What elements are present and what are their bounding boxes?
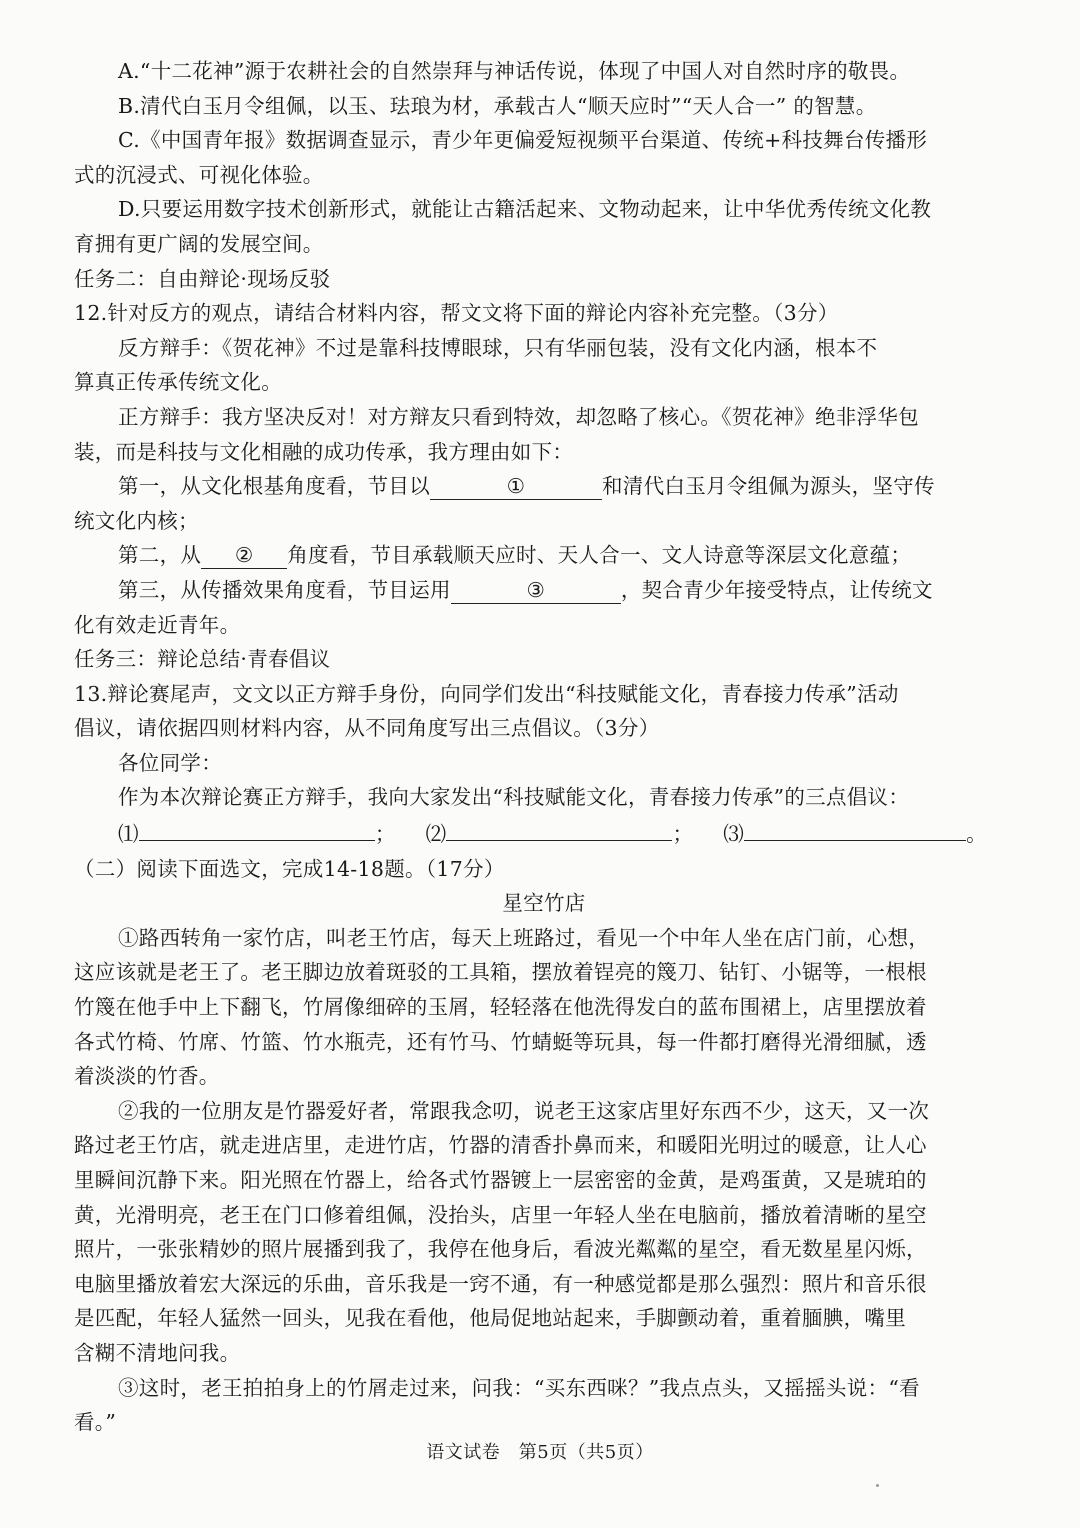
paragraph-1-line: 这应该就是老王了。老王脚边放着斑驳的工具箱，摆放着锃亮的篾刀、钻钉、小锯等，一根根 (74, 960, 927, 985)
proposal-intro: 作为本次辩论赛正方辩手，我向大家发出“科技赋能文化，青春接力传承”的三点倡议： (118, 785, 910, 810)
reason-3-cont: 化有效走近青年。 (74, 612, 241, 637)
paragraph-1-line: ①路西转角一家竹店，叫老王竹店，每天上班路过，看见一个中年人坐在店门前，心想， (118, 925, 930, 950)
paragraph-2-line: 里瞬间沉静下来。阳光照在竹器上，给各式竹器镀上一层密密的金黄，是鸡蛋黄，又是琥珀的 (74, 1168, 927, 1192)
task3-heading: 任务三：辩论总结·青春倡议 (74, 647, 331, 672)
proposal-blanks (74, 815, 1014, 852)
proposal-2-marker: ⑵ (425, 822, 447, 847)
reason-3-text-b: ，契合青少年接受特点，让传统文 (620, 577, 933, 602)
paragraph-2-line: 照片，一张张精妙的照片展播到我了，我停在他身后，看波光粼粼的星空，看无数星星闪烁， (74, 1237, 927, 1262)
option-a: A.“十二花神”源于农耕社会的自然崇拜与神话传说，体现了中国人对自然时序的敬畏。 (118, 59, 911, 83)
section-2-heading: （二）阅读下面选文，完成14-18题。（17分） (74, 856, 505, 881)
paragraph-2-line: 电脑里播放着宏大深远的乐曲，音乐我是一窍不通，有一种感觉都是那么强烈：照片和音乐很 (74, 1271, 927, 1296)
greeting: 各位同学： (118, 750, 222, 775)
paragraph-2-line: 是匹配，年轻人猛然一回头，见我在看他，他局促地站起来，手脚颤动着，重着腼腆，嘴里 (74, 1306, 906, 1331)
proponent-statement-line2: 装，而是科技与文化相融的成功传承，我方理由如下： (74, 439, 574, 464)
question-13-line2: 倡议，请依据四则材料内容，从不同角度写出三点倡议。（3分） (74, 716, 660, 741)
opponent-statement-line1: 反方辩手：《贺花神》不过是靠科技博眼球，只有华丽包装，没有文化内涵，根本不 (118, 335, 878, 360)
paragraph-2-line: 含糊不清地问我。 (74, 1340, 241, 1365)
paragraph-2-line: ②我的一位朋友是竹器爱好者，常跟我念叨，说老王这家店里好东西不少，这天，又一次 (118, 1098, 930, 1123)
proposal-3-marker: ⑶ (723, 822, 745, 847)
paragraph-3-line: 看。” (74, 1410, 117, 1435)
reason-2-text-b: 角度看，节目承载顺天应时、天人合一、文人诗意等深层文化意蕴； (287, 543, 912, 568)
proposal-3-blank[interactable] (744, 815, 966, 841)
paragraph-1-line: 着淡淡的竹香。 (74, 1064, 220, 1089)
reason-3-text-a: 第三，从传播效果角度看，节目运用 (118, 577, 451, 602)
blank-2[interactable]: ② (201, 543, 287, 569)
paragraph-1-line: 竹篾在他手中上下翻飞，竹屑像细碎的玉屑，轻轻落在他洗得发白的蓝布围裙上，店里摆放着 (74, 995, 927, 1020)
reason-1-text-b: 和清代白玉月令组佩为源头，坚守传 (602, 474, 935, 499)
reason-1 (74, 469, 1014, 504)
proposal-sep-2: ； (672, 822, 694, 847)
option-b: B.清代白玉月令组佩，以玉、珐琅为材，承载古人“顺天应时”“天人合一” 的智慧。 (118, 93, 877, 118)
proposal-sep-1: ； (374, 822, 396, 847)
scan-speck (876, 1484, 879, 1487)
paragraph-2-line: 黄，光滑明亮，老王在门口修着组佩，没抬头，店里一年轻人坐在电脑前，播放着清晰的星空 (74, 1202, 927, 1227)
reason-1-cont: 统文化内核； (74, 508, 199, 533)
blank-3[interactable]: ③ (451, 578, 621, 604)
page-footer: 语文试卷 第5页（共5页） (426, 1442, 654, 1463)
paragraph-1-line: 各式竹椅、竹席、竹篮、竹水瓶壳，还有竹马、竹蜻蜓等玩具，每一件都打磨得光滑细腻，透 (74, 1029, 927, 1054)
option-c-line2: 式的沉浸式、可视化体验。 (74, 162, 324, 187)
blank-1[interactable]: ① (430, 474, 602, 500)
task2-heading: 任务二：自由辩论·现场反驳 (74, 266, 331, 291)
reason-1-text-a: 第一，从文化根基角度看，节目以 (118, 474, 430, 499)
reason-2-text-a: 第二，从 (118, 543, 202, 568)
paragraph-3-line: ③这时，老王拍拍身上的竹屑走过来，问我：“买东西咪？”我点点头，又摇摇头说：“看 (118, 1375, 920, 1400)
option-d-line1: D.只要运用数字技术创新形式，就能让古籍活起来、文物动起来，让中华优秀传统文化教 (118, 197, 932, 222)
proposal-1-marker: ⑴ (118, 822, 139, 847)
opponent-statement-line2: 算真正传承传统文化。 (74, 370, 282, 395)
question-13-line1: 13.辩论赛尾声，文文以正方辩手身份，向同学们发出“科技赋能文化，青春接力传承”活动 (74, 681, 899, 706)
proposal-end: 。 (966, 822, 987, 847)
proponent-statement-line1: 正方辩手：我方坚决反对！对方辩友只看到特效，却忽略了核心。《贺花神》绝非浮华包 (118, 404, 919, 429)
article-title: 星空竹店 (502, 891, 586, 916)
option-d-line2: 育拥有更广阔的发展空间。 (74, 231, 324, 256)
reason-2 (74, 538, 1014, 573)
proposal-1-blank[interactable] (139, 815, 375, 841)
page-content (74, 54, 1014, 1440)
reason-3 (74, 573, 1014, 608)
option-c-line1: C.《中国青年报》数据调查显示，青少年更偏爱短视频平台渠道、传统+科技舞台传播形 (118, 128, 928, 153)
question-12: 12.针对反方的观点，请结合材料内容，帮文文将下面的辩论内容补充完整。（3分） (74, 301, 839, 326)
paragraph-2-line: 路过老王竹店，就走进店里，走进竹店，竹器的清香扑鼻而来，和暖阳光明过的暖意，让人心 (74, 1133, 927, 1158)
proposal-2-blank[interactable] (446, 815, 672, 841)
